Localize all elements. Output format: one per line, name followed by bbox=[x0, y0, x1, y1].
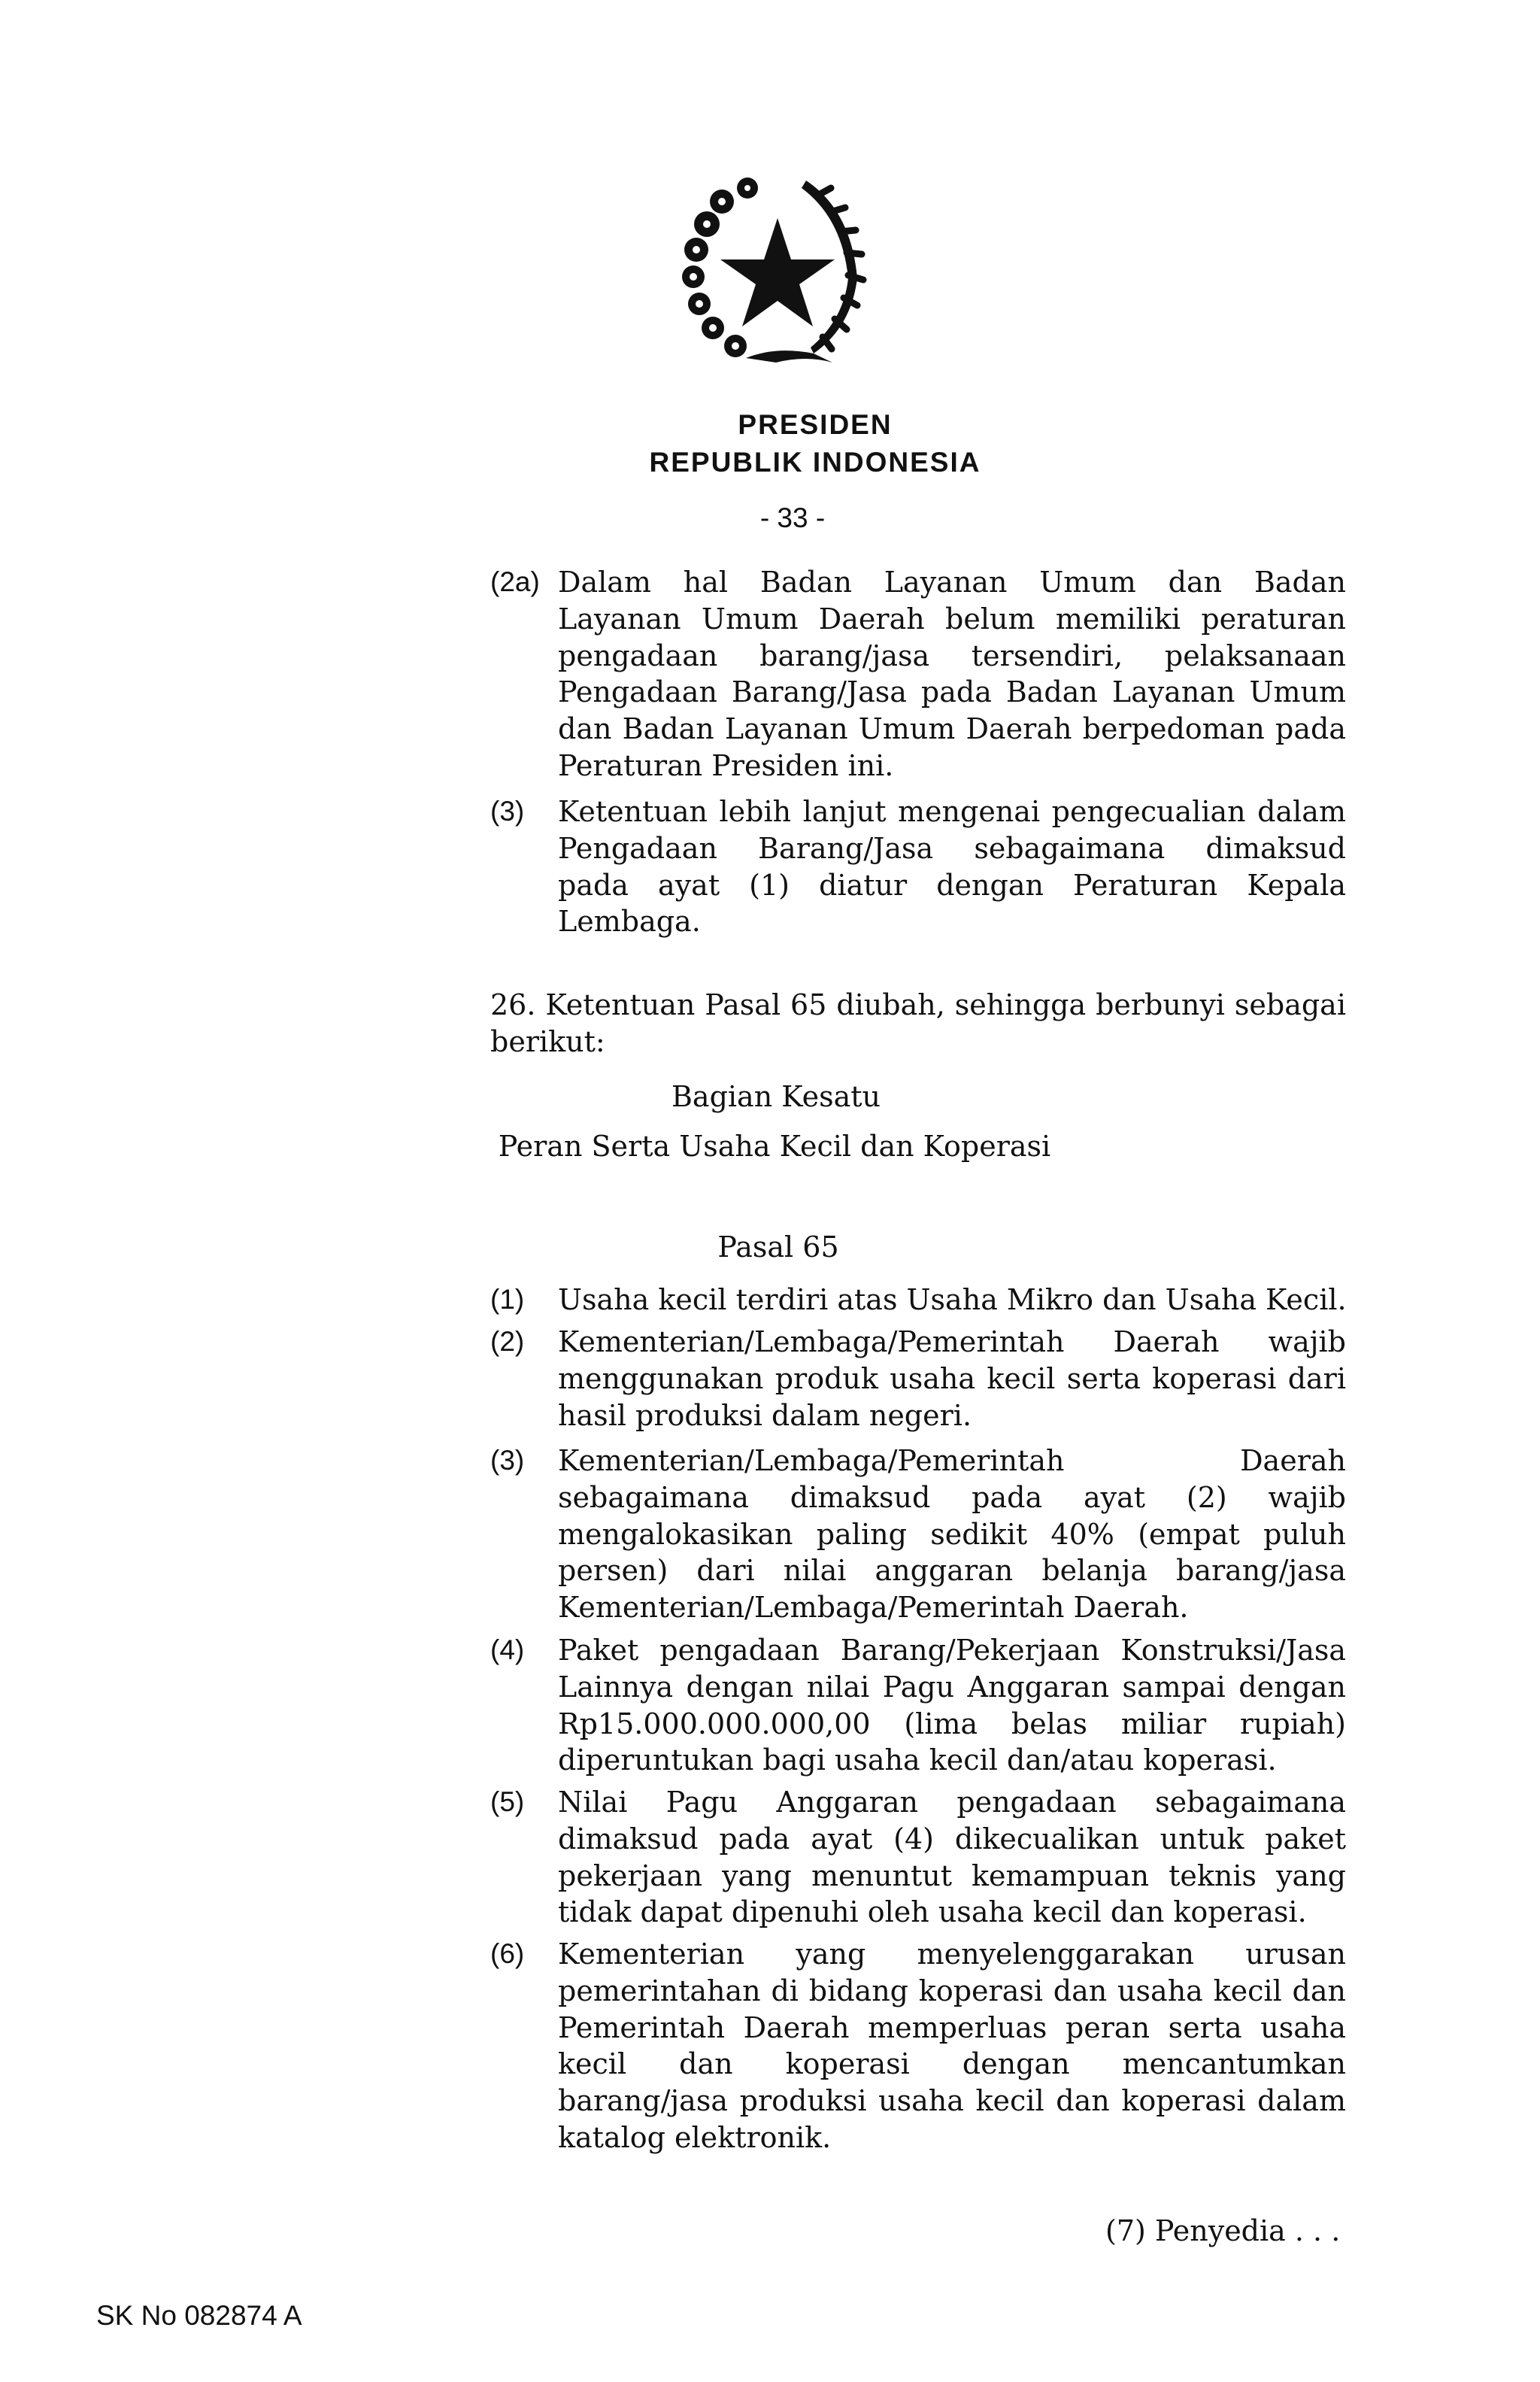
section-title: Peran Serta Usaha Kecil dan Koperasi bbox=[498, 1130, 1051, 1163]
text-line: Pengadaan Barang/Jasa sebagaimana dimaksud bbox=[558, 831, 1346, 865]
text-line: Usaha kecil terdiri atas Usaha Mikro dan Usaha Kecil. bbox=[558, 1283, 1347, 1316]
clause-body bbox=[558, 793, 1346, 940]
clause-body bbox=[558, 564, 1346, 784]
clause-body bbox=[558, 1936, 1346, 2156]
clause-number: (3) bbox=[490, 796, 525, 827]
text-line: Layanan Umum Daerah belum memiliki peraturan bbox=[558, 602, 1346, 636]
text-line: menggunakan produk usaha kecil serta koperasi dari bbox=[558, 1361, 1346, 1395]
clause-number: (1) bbox=[490, 1284, 525, 1315]
presidential-seal-icon bbox=[663, 165, 889, 384]
text-line: pada ayat (1) diatur dengan Peraturan Kepala bbox=[558, 868, 1346, 902]
text-line: Paket pengadaan Barang/Pekerjaan Konstruksi/Jasa bbox=[558, 1634, 1346, 1667]
text-line: barang/jasa produksi usaha kecil dan koperasi dalam bbox=[558, 2084, 1346, 2118]
text-line: hasil produksi dalam negeri. bbox=[558, 1398, 972, 1432]
section-bagian: Bagian Kesatu bbox=[671, 1080, 881, 1113]
header-republik-indonesia: REPUBLIK INDONESIA bbox=[649, 447, 981, 478]
clause-number: (6) bbox=[490, 1938, 525, 1969]
amendment-item-26 bbox=[490, 987, 1346, 1061]
text-line: Pengadaan Barang/Jasa pada Badan Layanan Umum bbox=[558, 675, 1346, 709]
clause-body bbox=[558, 1282, 1346, 1318]
text-line: diperuntukan bagi usaha kecil dan/atau koperasi. bbox=[558, 1743, 1277, 1777]
text-line: Nilai Pagu Anggaran pengadaan sebagaimana bbox=[558, 1786, 1346, 1819]
text-line: pemerintahan di bidang koperasi dan usaha kecil dan bbox=[558, 1974, 1346, 2007]
text-line-content: Ketentuan Pasal 65 diubah, sehingga berbunyi sebagai bbox=[545, 988, 1346, 1021]
catchword: (7) Penyedia . . . bbox=[1105, 2214, 1341, 2247]
text-line: dan Badan Layanan Umum Daerah berpedoman pada bbox=[558, 712, 1346, 746]
clause-body bbox=[558, 1443, 1346, 1626]
text-line: katalog elektronik. bbox=[558, 2120, 832, 2154]
pasal-heading: Pasal 65 bbox=[717, 1230, 839, 1264]
text-line: pekerjaan yang menuntut kemampuan teknis yang bbox=[558, 1859, 1346, 1892]
text-line: sebagaimana dimaksud pada ayat (2) wajib bbox=[558, 1480, 1346, 1514]
text-line: dimaksud pada ayat (4) dikecualikan untuk paket bbox=[558, 1822, 1346, 1856]
clause-number: (4) bbox=[490, 1634, 525, 1665]
clause-body bbox=[558, 1784, 1346, 1931]
text-line: persen) dari nilai anggaran belanja barang/jasa bbox=[558, 1554, 1346, 1588]
text-line bbox=[490, 987, 1346, 1024]
text-line: Peraturan Presiden ini. bbox=[558, 748, 894, 782]
clause-number: (3) bbox=[490, 1445, 525, 1476]
clause-body bbox=[558, 1324, 1346, 1434]
text-line: Lainnya dengan nilai Pagu Anggaran sampai dengan bbox=[558, 1670, 1346, 1704]
text-line: Ketentuan lebih lanjut mengenai pengecualian dalam bbox=[558, 795, 1346, 828]
text-line: Dalam hal Badan Layanan Umum dan Badan bbox=[558, 566, 1346, 599]
document-code: SK No 082874 A bbox=[96, 2300, 302, 2331]
text-line: berikut: bbox=[490, 1024, 605, 1058]
text-line: Kementerian/Lembaga/Pemerintah Daerah wajib bbox=[558, 1325, 1346, 1358]
text-line: Kementerian/Lembaga/Pemerintah Daerah bbox=[558, 1444, 1346, 1477]
item-number: 26. bbox=[490, 988, 536, 1021]
clause-number: (2a) bbox=[490, 566, 540, 597]
text-line: Kementerian/Lembaga/Pemerintah Daerah. bbox=[558, 1591, 1189, 1625]
text-line: tidak dapat dipenuhi oleh usaha kecil dan koperasi. bbox=[558, 1895, 1307, 1929]
text-line: Lembaga. bbox=[558, 905, 701, 939]
clause-body bbox=[558, 1632, 1346, 1779]
text-line: Rp15.000.000.000,00 (lima belas miliar rupiah) bbox=[558, 1707, 1346, 1740]
clause-number: (2) bbox=[490, 1326, 525, 1357]
text-line: Kementerian yang menyelenggarakan urusan bbox=[558, 1937, 1346, 1971]
header-presiden: PRESIDEN bbox=[738, 409, 893, 440]
text-line: pengadaan barang/jasa tersendiri, pelaksanaan bbox=[558, 639, 1346, 672]
text-line: Pemerintah Daerah memperluas peran serta usaha bbox=[558, 2010, 1346, 2044]
text-line: kecil dan koperasi dengan mencantumkan bbox=[558, 2047, 1346, 2081]
clause-number: (5) bbox=[490, 1786, 525, 1817]
text-line: mengalokasikan paling sedikit 40% (empat puluh bbox=[558, 1517, 1346, 1551]
page-number: - 33 - bbox=[759, 502, 826, 533]
